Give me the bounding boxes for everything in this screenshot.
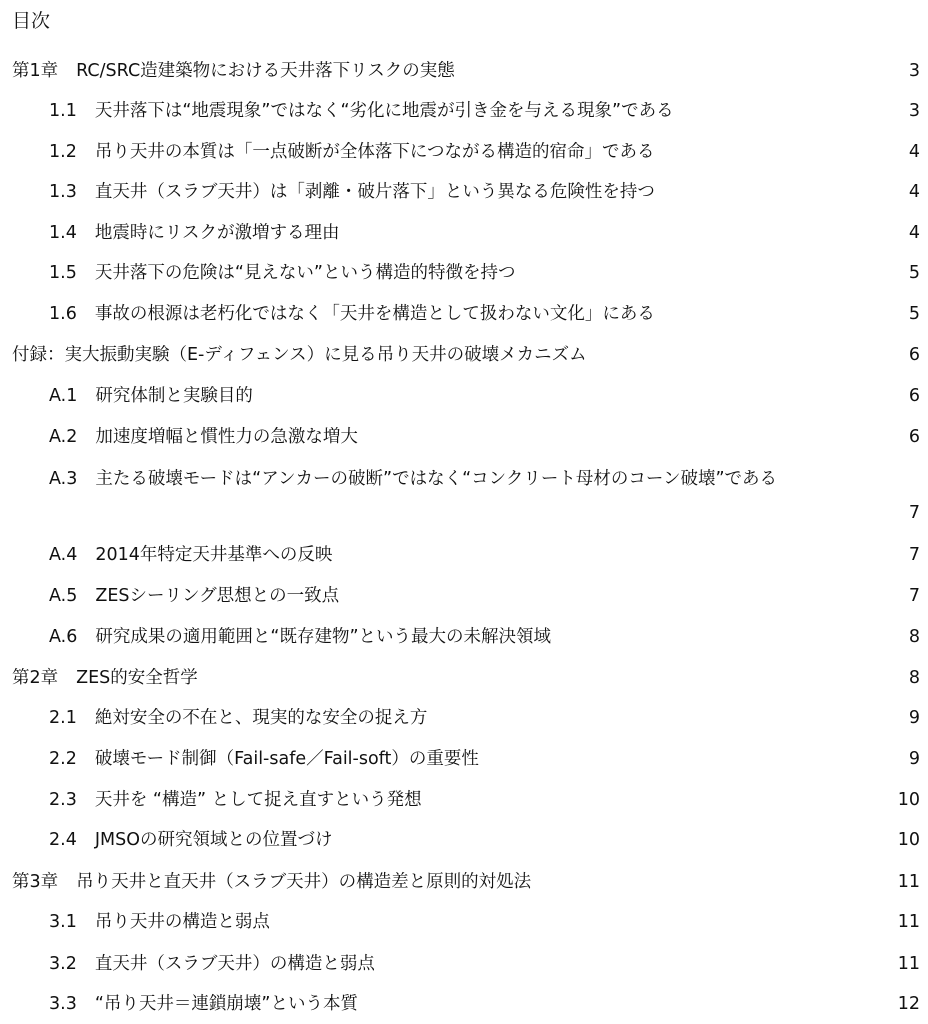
toc-entry-text [49, 984, 358, 1024]
toc-entry-number: 第2章 [12, 668, 59, 688]
toc-entry-number: 3.1 [49, 912, 77, 932]
toc-entry-number: 1.3 [49, 182, 77, 202]
toc-entry-page: 4 [908, 142, 920, 162]
toc-entry-text [49, 417, 358, 457]
toc-entry-number: 2.3 [49, 790, 77, 810]
toc-entry-1-1[interactable] [0, 91, 928, 131]
toc-entry-number: 1.4 [49, 223, 77, 243]
toc-entry-title: 直天井（スラブ天井）は「剥離・破片落下」という異なる危険性を持つ [94, 182, 655, 202]
toc-entry-3-1[interactable] [0, 902, 928, 942]
toc-entry-title: 吊り天井の本質は「一点破断が全体落下につながる構造的宿命」である [94, 142, 655, 162]
toc-entry-page: 7 [908, 586, 920, 606]
toc-entry-1-6[interactable] [0, 294, 928, 334]
toc-entry-number: 1.6 [49, 304, 77, 324]
toc-entry-title: 事故の根源は老朽化ではなく「天井を構造として扱わない文化」にある [94, 304, 655, 324]
toc-entry-title: 2014年特定天井基準への反映 [95, 545, 333, 565]
toc-entry-title: 天井落下は“地震現象”ではなく“劣化に地震が引き金を与える現象”である [94, 101, 674, 121]
toc-entry-number: A.1 [49, 386, 78, 406]
toc-entry-3-2[interactable] [0, 944, 928, 984]
toc-entry-title: 主たる破壊モードは“アンカーの破断”ではなく“コンクリート母材のコーン破壊”である [95, 469, 778, 489]
toc-entry-number: A.4 [49, 545, 78, 565]
toc-entry-page: 7 [908, 503, 920, 523]
toc-entry-chapter-1[interactable] [0, 51, 928, 91]
toc-entry-page: 9 [908, 708, 920, 728]
toc-entry-page: 12 [897, 994, 920, 1014]
toc-entry-text [49, 132, 655, 172]
toc-entry-text [49, 376, 253, 416]
toc-entry-number: 2.1 [49, 708, 77, 728]
toc-entry-page: 9 [908, 749, 920, 769]
toc-entry-chapter-2[interactable] [0, 658, 928, 698]
toc-entry-1-3[interactable] [0, 172, 928, 212]
toc-entry-text [49, 780, 422, 820]
toc-entry-number: 1.5 [49, 263, 77, 283]
toc-entry-page: 4 [908, 182, 920, 202]
toc-entry-page: 8 [908, 627, 920, 647]
toc-entry-1-5[interactable] [0, 253, 928, 293]
toc-entry-1-4[interactable] [0, 213, 928, 253]
toc-entry-title: RC/SRC造建築物における天井落下リスクの実態 [76, 61, 455, 81]
toc-entry-title: JMSOの研究領域との位置づけ [94, 830, 333, 850]
toc-entry-number: 第1章 [12, 61, 59, 81]
toc-entry-2-2[interactable] [0, 739, 928, 779]
toc-entry-title: 天井を “構造” として捉え直すという発想 [94, 790, 422, 810]
toc-entry-number: 3.3 [49, 994, 77, 1014]
toc-entry-page: 5 [908, 304, 920, 324]
toc-entry-page: 3 [908, 61, 920, 81]
toc-entry-number: 2.2 [49, 749, 77, 769]
toc-entry-page: 6 [908, 386, 920, 406]
toc-entry-text [49, 576, 339, 616]
toc-entry-1-2[interactable] [0, 132, 928, 172]
toc-entry-page: 8 [908, 668, 920, 688]
toc-entry-title: 吊り天井と直天井（スラブ天井）の構造差と原則的対処法 [76, 872, 532, 892]
toc-entry-title: 天井落下の危険は“見えない”という構造的特徴を持つ [94, 263, 516, 283]
toc-entry-text [49, 902, 270, 942]
toc-entry-text [49, 739, 479, 779]
toc-entry-page: 11 [897, 954, 920, 974]
toc-entry-text [12, 51, 455, 91]
toc-entry-appendix[interactable] [0, 335, 928, 375]
toc-entry-title: 研究成果の適用範囲と“既存建物”という最大の未解決領域 [95, 627, 552, 647]
toc-entry-title: ZESシーリング思想との一致点 [95, 586, 340, 606]
toc-entry-page: 3 [908, 101, 920, 121]
toc-entry-a-4[interactable] [0, 535, 928, 575]
toc-entry-text [49, 698, 427, 738]
toc-entry-number: 2.4 [49, 830, 77, 850]
toc-entry-page: 11 [897, 872, 920, 892]
toc-entry-page: 10 [897, 790, 920, 810]
toc-entry-2-3[interactable] [0, 780, 928, 820]
toc-entry-title: 地震時にリスクが激増する理由 [94, 223, 340, 243]
toc-entry-title: 研究体制と実験目的 [95, 386, 253, 406]
toc-entry-text [49, 944, 375, 984]
toc-entry-2-4[interactable] [0, 820, 928, 860]
toc-entry-text [12, 862, 531, 902]
toc-entry-a-2[interactable] [0, 417, 928, 457]
toc-entry-number: 第3章 [12, 872, 59, 892]
toc-entry-title: 加速度増幅と慣性力の急激な増大 [95, 427, 358, 447]
toc-entry-text [49, 462, 909, 496]
toc-entry-page: 7 [908, 545, 920, 565]
toc-entry-page: 6 [908, 427, 920, 447]
toc-entry-page: 6 [908, 345, 920, 365]
toc-entry-a-1[interactable] [0, 376, 928, 416]
toc-entry-number: A.3 [49, 469, 78, 489]
toc-entry-title: 絶対安全の不在と、現実的な安全の捉え方 [94, 708, 428, 728]
toc-entry-title: 付録：実大振動実験（E-ディフェンス）に見る吊り天井の破壊メカニズム [12, 345, 587, 365]
toc-entry-page: 5 [908, 263, 920, 283]
toc-entry-number: A.6 [49, 627, 78, 647]
toc-entry-title: 直天井（スラブ天井）の構造と弱点 [94, 954, 375, 974]
toc-entry-title: 破壊モード制御（Fail-safe／Fail-soft）の重要性 [94, 749, 479, 769]
toc-entry-page: 4 [908, 223, 920, 243]
toc-entry-text [49, 253, 515, 293]
toc-entry-text [49, 294, 655, 334]
toc-entry-number: A.2 [49, 427, 78, 447]
toc-entry-text [49, 172, 655, 212]
toc-entry-text [12, 658, 198, 698]
toc-entry-page: 10 [897, 830, 920, 850]
toc-entry-page: 11 [897, 912, 920, 932]
toc-entry-title: 吊り天井の構造と弱点 [94, 912, 270, 932]
toc-entry-text [49, 617, 551, 657]
toc-title: 目次 [12, 10, 51, 32]
toc-entry-text [49, 213, 340, 253]
toc-entry-text [12, 335, 587, 375]
toc-entry-a-5[interactable] [0, 576, 928, 616]
toc-entry-text [49, 820, 333, 860]
toc-entry-3-3[interactable] [0, 984, 928, 1024]
toc-entry-text [49, 91, 674, 131]
toc-entry-text [49, 535, 332, 575]
toc-entry-a-6[interactable] [0, 617, 928, 657]
toc-entry-chapter-3[interactable] [0, 862, 928, 902]
toc-entry-title: ZES的安全哲学 [76, 668, 198, 688]
toc-entry-title: “吊り天井＝連鎖崩壊”という本質 [94, 994, 358, 1014]
toc-entry-number: A.5 [49, 586, 78, 606]
toc-entry-2-1[interactable] [0, 698, 928, 738]
toc-entry-number: 1.2 [49, 142, 77, 162]
toc-entry-a-3[interactable] [0, 462, 928, 536]
toc-entry-number: 1.1 [49, 101, 77, 121]
toc-entry-number: 3.2 [49, 954, 77, 974]
